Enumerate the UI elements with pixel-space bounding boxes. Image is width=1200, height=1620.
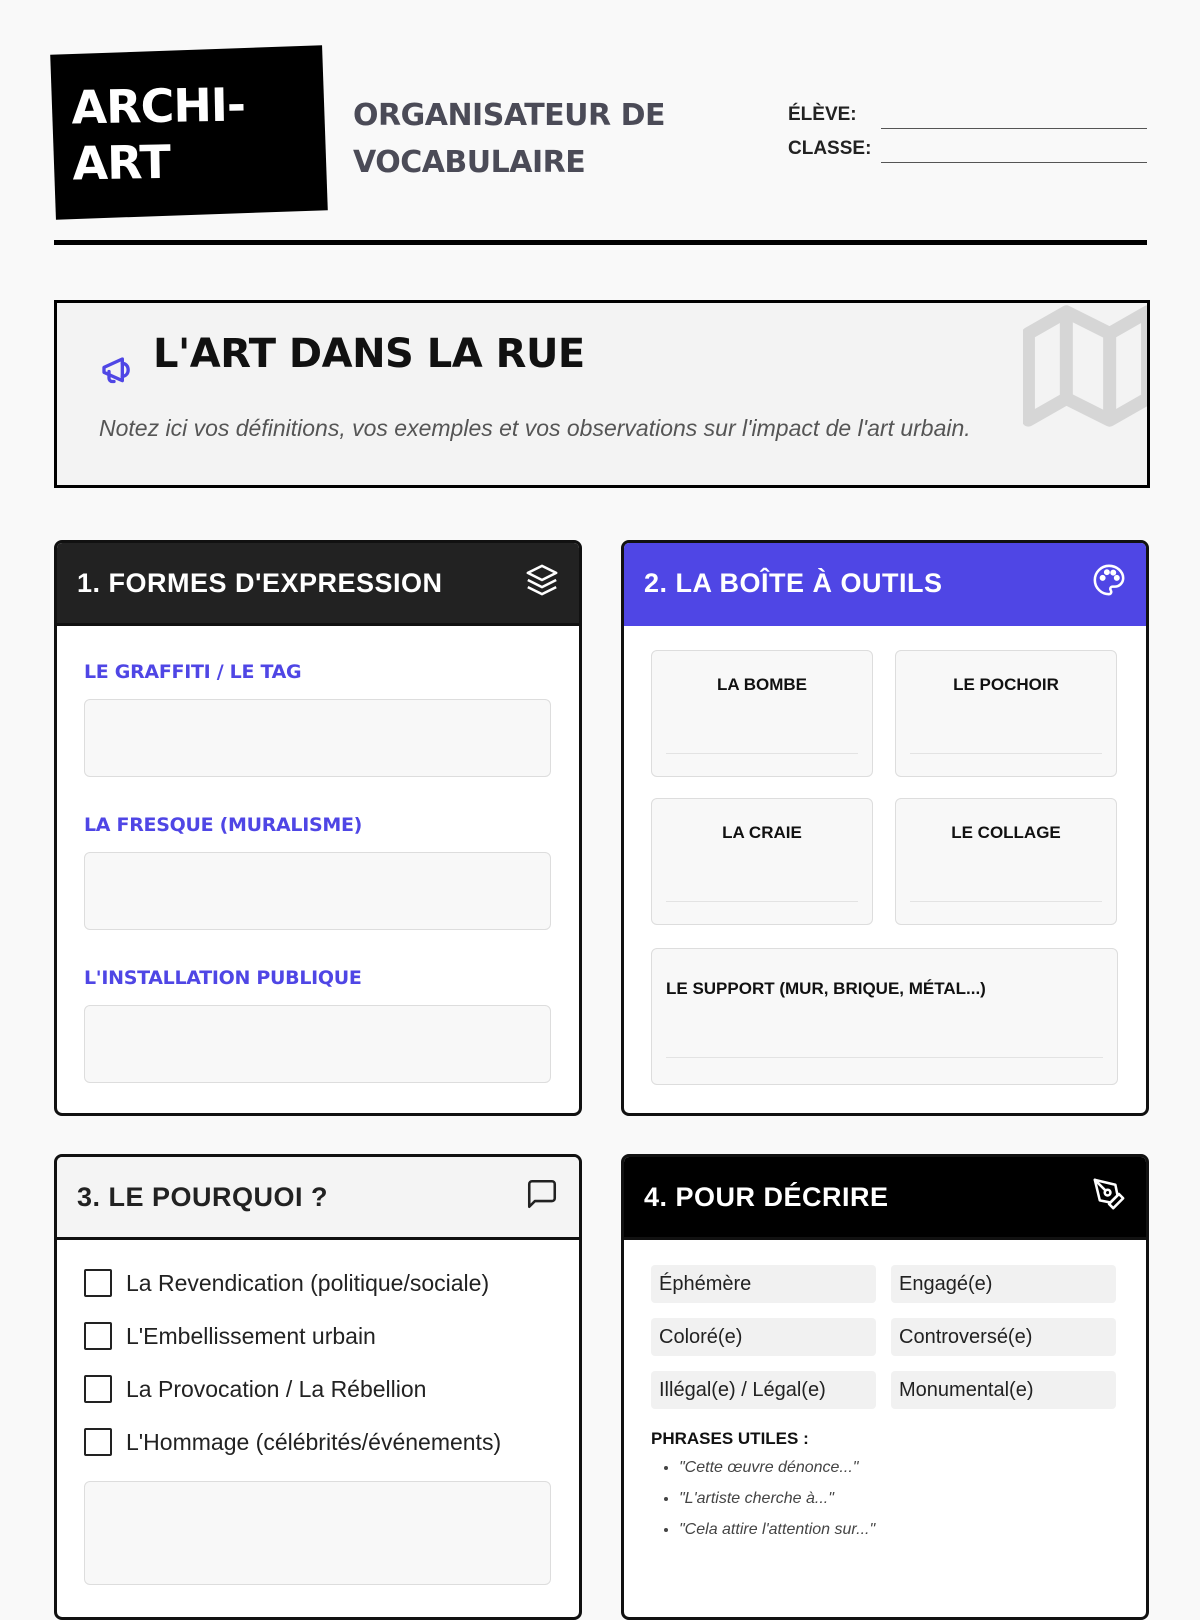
tool-label: LA CRAIE	[722, 823, 802, 842]
message-square-icon	[525, 1177, 559, 1218]
write-line	[666, 753, 858, 754]
write-line	[666, 901, 858, 902]
tool-label: LE COLLAGE	[951, 823, 1061, 842]
why-title: 3. LE POURQUOI ?	[77, 1181, 329, 1212]
adjective-chip[interactable]: Engagé(e)	[891, 1265, 1116, 1303]
layers-icon	[525, 563, 559, 604]
tool-label: LE POCHOIR	[953, 675, 1059, 694]
student-label: ÉLÈVE:	[788, 104, 857, 125]
expression-card	[54, 540, 582, 1116]
checkbox[interactable]	[84, 1375, 112, 1403]
pen-tool-icon	[1092, 1177, 1126, 1218]
phrase-item: • "L'artiste cherche à..."	[679, 1488, 875, 1510]
term-field-installation[interactable]	[84, 1005, 551, 1083]
logo: ARCHI- ART	[71, 77, 246, 191]
option-label: La Provocation / La Rébellion	[126, 1375, 427, 1402]
why-notes-field[interactable]	[84, 1481, 551, 1585]
option-label: L'Hommage (célébrités/événements)	[126, 1428, 502, 1455]
adjective-chip[interactable]: Éphémère	[651, 1265, 876, 1303]
expression-header	[57, 543, 579, 626]
term-field-fresque[interactable]	[84, 852, 551, 930]
class-line[interactable]	[881, 162, 1147, 163]
why-header	[57, 1157, 579, 1240]
checkbox[interactable]	[84, 1428, 112, 1456]
adjective-chip[interactable]: Coloré(e)	[651, 1318, 876, 1356]
tool-bombe[interactable]	[651, 650, 873, 777]
tool-support[interactable]	[651, 948, 1118, 1085]
tool-label: LA BOMBE	[716, 675, 808, 694]
tool-pochoir[interactable]	[895, 650, 1117, 777]
support-label: LE SUPPORT (MUR, BRIQUE, MÉTAL...)	[666, 979, 986, 998]
option-label: La Revendication (politique/sociale)	[126, 1269, 490, 1296]
phrase-item: • "Cela attire l'attention sur..."	[679, 1519, 875, 1541]
describe-title: 4. POUR DÉCRIRE	[644, 1181, 889, 1212]
adjective-chip[interactable]: Illégal(e) / Légal(e)	[651, 1371, 876, 1409]
palette-icon	[1092, 563, 1126, 604]
option-hommage[interactable]	[84, 1428, 501, 1456]
banner-subtitle: Notez ici vos définitions, vos exemples et vos observations sur l'impact de l'art urbain.	[99, 415, 971, 441]
phrases-list	[651, 1457, 875, 1550]
checkbox[interactable]	[84, 1322, 112, 1350]
write-line	[910, 753, 1102, 754]
tools-card	[621, 540, 1149, 1116]
term-label-graffiti: LE GRAFFITI / LE TAG	[84, 661, 302, 683]
option-provocation[interactable]	[84, 1375, 426, 1403]
option-label: L'Embellissement urbain	[126, 1322, 376, 1349]
term-label-fresque: LA FRESQUE (MURALISME)	[84, 814, 363, 836]
write-line	[910, 901, 1102, 902]
map-icon	[1023, 301, 1150, 436]
tool-craie[interactable]	[651, 798, 873, 925]
student-name-line[interactable]	[881, 128, 1147, 129]
tool-collage[interactable]	[895, 798, 1117, 925]
header-divider	[54, 240, 1147, 245]
describe-card	[621, 1154, 1149, 1620]
class-label: CLASSE:	[788, 138, 872, 159]
write-line	[666, 1057, 1103, 1058]
term-field-graffiti[interactable]	[84, 699, 551, 777]
phrases-title: PHRASES UTILES :	[651, 1429, 809, 1448]
megaphone-icon	[99, 349, 139, 394]
describe-header	[624, 1157, 1146, 1240]
adjective-chip[interactable]: Controversé(e)	[891, 1318, 1116, 1356]
term-label-installation: L'INSTALLATION PUBLIQUE	[84, 967, 362, 989]
banner-title: L'ART DANS LA RUE	[153, 331, 585, 377]
adjective-chip[interactable]: Monumental(e)	[891, 1371, 1116, 1409]
option-embellissement[interactable]	[84, 1322, 376, 1350]
checkbox[interactable]	[84, 1269, 112, 1297]
phrase-item: • "Cette œuvre dénonce..."	[679, 1457, 875, 1479]
intro-banner	[54, 300, 1150, 488]
option-revendication[interactable]	[84, 1269, 489, 1297]
expression-title: 1. FORMES D'EXPRESSION	[77, 567, 443, 598]
tools-title: 2. LA BOÎTE À OUTILS	[644, 567, 943, 598]
document-title: ORGANISATEUR DE VOCABULAIRE	[353, 98, 665, 180]
why-card	[54, 1154, 582, 1620]
tools-header	[624, 543, 1146, 626]
